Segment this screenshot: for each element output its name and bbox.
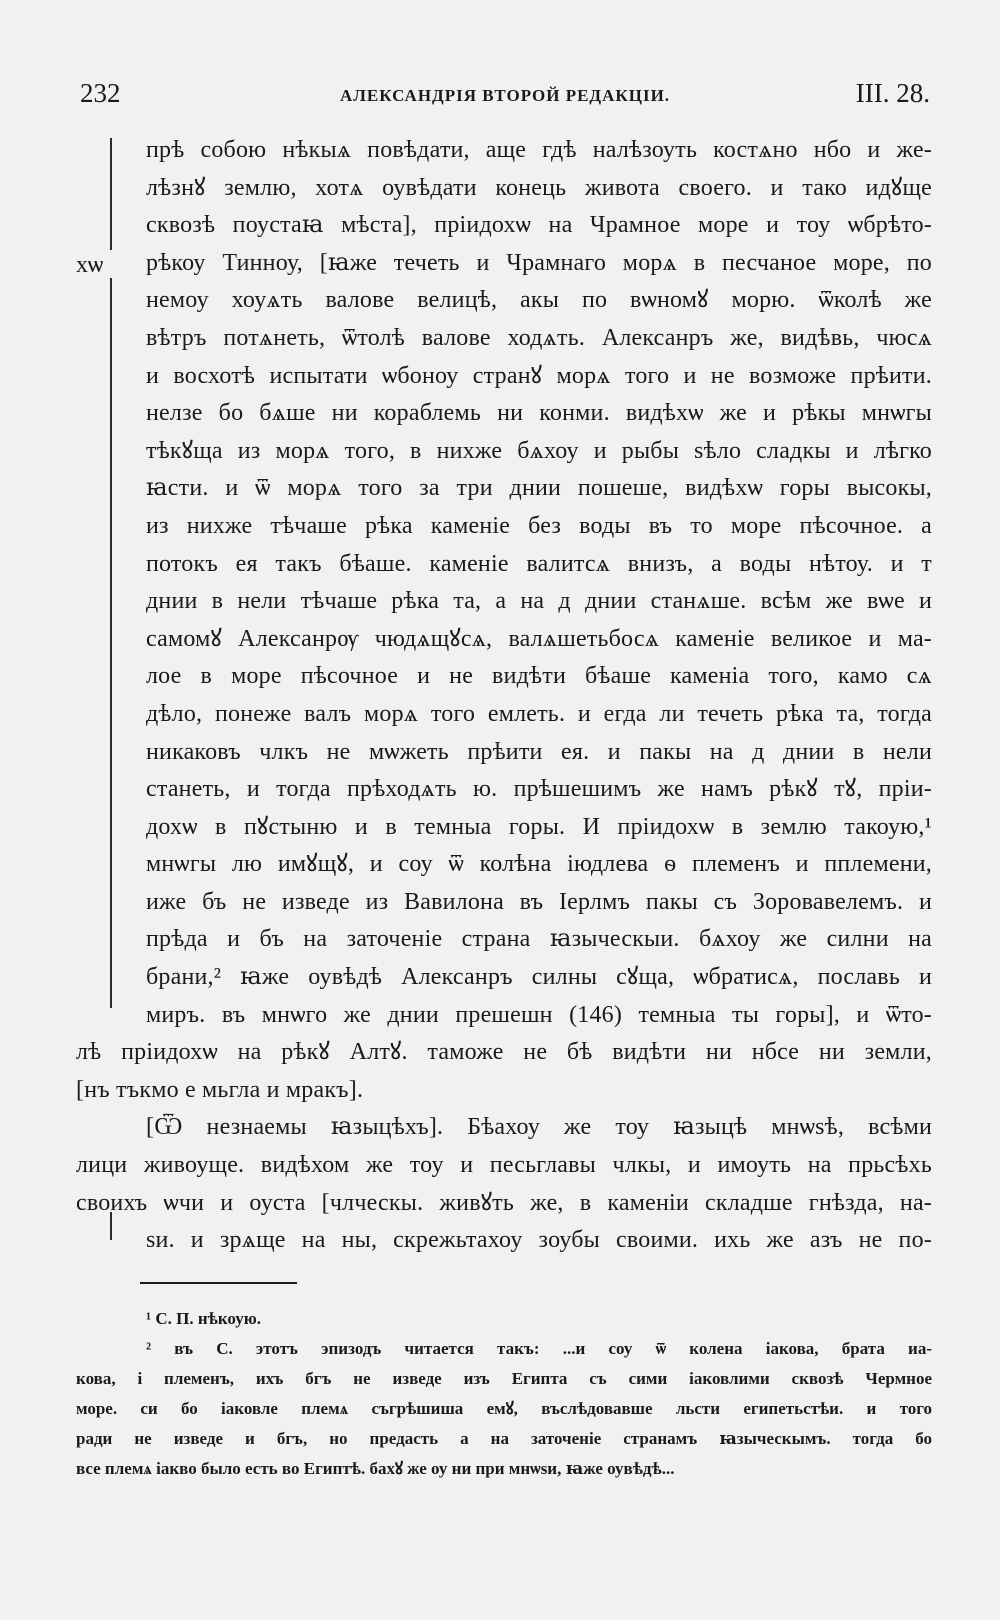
text-line: своихъ ѡчи и оуста [члческы. живꙋть же, в каменіи складше гнѣзда, на- [76, 1189, 932, 1216]
main-text [76, 132, 932, 1260]
page-header [80, 78, 930, 118]
text-line: миръ. въ мнѡго же днии прешешн (146) темныа ты горы], и ѿто- [146, 1001, 932, 1028]
text-line: из нихже тѣчаше рѣка каменіе без воды въ то море пѣсочное. а [146, 512, 932, 539]
page-number: 232 [80, 78, 121, 108]
text-line: лици живоуще. видѣхом же тоу и песьглавы члкы, и имоуть на прьсѣхь [76, 1152, 932, 1179]
margin-note: хѡ [76, 252, 104, 278]
text-line: лѣ пріидохѡ на рѣкꙋ Алтꙋ. таможе не бѣ видѣти ни нбсе ни земли, [76, 1039, 932, 1066]
text-line: иже бъ не изведе из Вавилона въ Іерлмъ пакы съ Зоровавелемъ. и [146, 888, 932, 915]
footnotes [76, 1304, 932, 1484]
footnote-line: все племѧ іакво было есть во Египтѣ. бахꙋ же оу ни при мнѡѕи, ꙗже оувѣдѣ... [76, 1459, 675, 1478]
text-line: днии в нели тѣчаше рѣка та, а на д днии станѧше. всѣм же вѡе и [146, 588, 932, 615]
text-line: никаковъ члкъ не мѡжеть прѣити ея. и пакы на д днии в нели [146, 738, 932, 765]
text-line: прѣ собою нѣкыѧ повѣдати, аще гдѣ налѣзоуть костѧно нбо и же- [146, 137, 932, 163]
footnote-line: ² въ С. этотъ эпизодъ читается такъ: ...и соу ѿ колена іакова, брата иа- [146, 1339, 932, 1358]
text-line: тѣкꙋща из морѧ того, в нихже бѧхоу и рыбы ѕѣло сладкы и лѣгко [146, 437, 932, 464]
text-line: вѣтръ потѧнеть, ѿтолѣ валове ходѧть. Алексанръ же, видѣвь, чюсѧ [146, 324, 932, 351]
text-line: [Ѿ незнаемы ꙗзыцѣхъ]. Бѣахоу же тоу ꙗзыцѣ мнѡѕѣ, всѣми [146, 1114, 932, 1141]
text-line: рѣкоу Тинноу, [ꙗже течеть и Чрамнаго морѧ в песчаное море, по [146, 249, 932, 276]
text-line: сквозѣ поустаꙗ мѣста], пріидохѡ на Чрамное море и тоу ѡбрѣто- [146, 212, 932, 239]
text-line: самомꙋ Алексанрѹ чюдѧщꙋсѧ, валѧшетьбосѧ каменіе великое и ма- [146, 625, 932, 652]
text-line: дѣло, понеже валъ морѧ того емлеть. и егда ли течеть рѣка та, тогда [146, 700, 932, 727]
text-line: станеть, и тогда прѣходѧть ю. прѣшешимъ же намъ рѣкꙋ тꙋ, пріи- [146, 776, 932, 803]
text-line: ꙗсти. и ѿ морѧ того за три днии пошеше, видѣхѡ горы высокы, [146, 475, 932, 502]
footnote-line: море. си бо іаковле племѧ съгрѣшиша емꙋ, въслѣдовавше льсти египетьстѣи. и того [76, 1399, 932, 1418]
text-line: мнѡгы лю имꙋщꙋ, и соу ѿ колѣна іюдлева ѳ племенъ и пплемени, [146, 851, 932, 878]
text-line: [нъ тъкмо е мьгла и мракъ]. [76, 1076, 364, 1103]
section-reference: III. 28. [855, 78, 930, 108]
text-line: дохѡ в пꙋстыню и в темныа горы. И пріидохѡ в землю такоую,¹ [146, 813, 932, 840]
text-line: потокъ ея такъ бѣаше. каменіе валитсѧ внизъ, а воды нѣтоу. и т [146, 550, 932, 577]
text-line: немоу хоуѧть валове велицѣ, акы по вѡномꙋ морю. ѿколѣ же [146, 287, 932, 314]
footnote-line: ради не изведе и бгъ, но предасть а на заточеніе странамъ ꙗзыческымъ. тогда бо [76, 1429, 932, 1448]
text-line: лѣзнꙋ землю, хотѧ оувѣдати конець живота своего. и тако идꙋще [146, 174, 932, 201]
text-line: нелзе бо бѧше ни кораблемь ни конми. видѣхѡ же и рѣкы мнѡгы [146, 400, 932, 427]
footnote-line: ¹ С. П. нѣкоую. [146, 1309, 262, 1328]
footnote-line: кова, і племенъ, ихъ бгъ не изведе изъ Египта съ сими іаковлими сквозѣ Чермное [76, 1369, 932, 1388]
footnote-rule [140, 1282, 297, 1284]
text-line: и восхотѣ испытати ѡбоноу странꙋ морѧ того и не возможе прѣити. [146, 362, 932, 389]
running-title: АЛЕКСАНДРІЯ ВТОРОЙ РЕДАКЦІИ. [339, 86, 671, 105]
text-line: лое в море пѣсочное и не видѣти бѣаше каменіа того, камо сѧ [146, 663, 932, 690]
text-line: ѕи. и зрѧще на ны, скрежьтахоу зоубы своими. ихь же азъ не по- [146, 1227, 932, 1254]
text-line: прѣда и бъ на заточеніе страна ꙗзыческыи. бѧхоу же силни на [146, 926, 932, 953]
text-line: брани,² ꙗже оувѣдѣ Алексанръ силны сꙋща, ѡбратисѧ, пославь и [146, 964, 932, 991]
